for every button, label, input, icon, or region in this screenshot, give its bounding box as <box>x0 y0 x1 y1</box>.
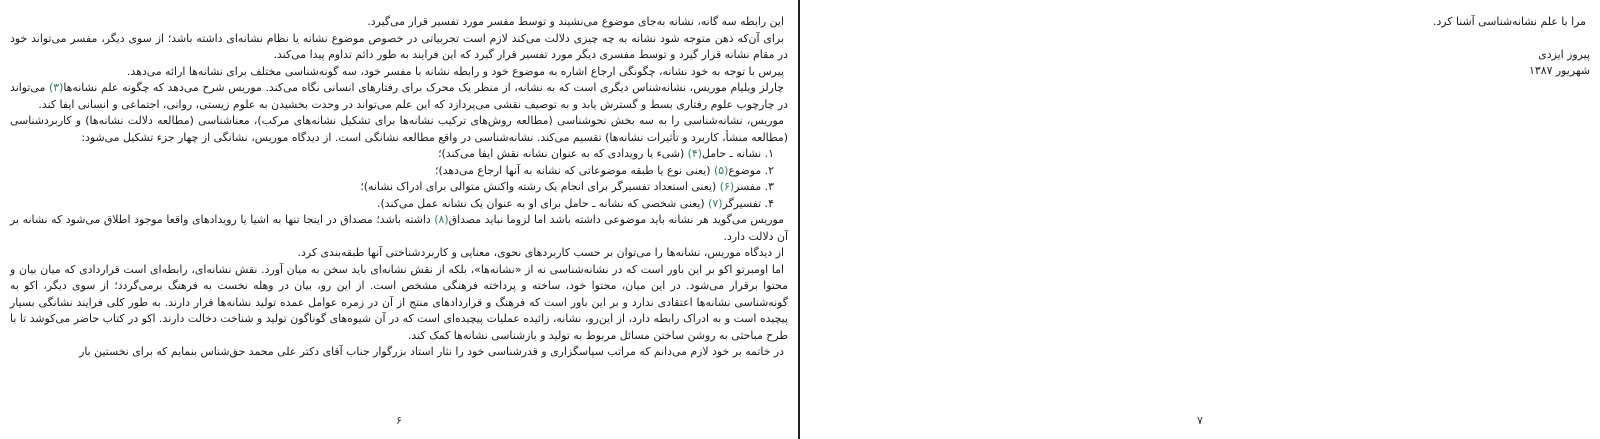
reference-paragraph: موریس می‌گوید هر نشانه باید موضوعی داشته باشد اما لزوما نباید مصداق(۸) داشته باشد؛ مصداق در اینجا تنها به اشیا یا رویدادهای واقعا موجود اطلاق می‌شود که نشانه بر آن دلالت دارد. <box>10 213 788 243</box>
page-6-body <box>10 14 788 361</box>
list-item: ۱. نشانه ـ حامل(۴) (شیء یا رویدادی که به عنوان نشانه نقش ایفا می‌کند)؛ <box>438 147 774 160</box>
signature-block <box>810 47 1590 79</box>
page-number: ۷ <box>1197 414 1203 427</box>
footnote-ref[interactable]: (۵) <box>714 163 729 177</box>
footnote-ref[interactable]: (۳) <box>48 81 64 94</box>
page-7-body <box>810 14 1590 31</box>
footnote-ref[interactable]: (۷) <box>708 196 723 210</box>
list-item: ۴. تفسیرگر(۷) (یعنی شخصی که نشانه ـ حامل برای او به عنوان یک نشانه عمل می‌کند). <box>377 196 774 210</box>
paragraph: موریس، نشانه‌شناسی را به سه بخش نحوشناسی (مطالعه روش‌های ترکیب نشانه‌ها برای تشکیل نشانه‌های مرکب)، معناشناسی (مطالعه دلالت نشانه‌ها) و کاربردشناسی (مطالعه منشأ، کاربرد و تأثیرات نشانه‌ها) تقسیم می‌کند. نشانه‌شناسی در واقع مطالعه نشانگی است. از دیدگاه موریس، نشانگی از چهار جزء تشکیل می‌شود: <box>10 114 788 144</box>
list-item: ۲. موضوع(۵) (یعنی نوع یا طبقه موضوعاتی که نشانه به آنها ارجاع می‌دهد)؛ <box>434 163 774 177</box>
paragraph: این رابطه سه گانه، نشانه به‌جای موضوع می‌نشیند و توسط مفسر مورد تفسیر قرار می‌گیرد. <box>367 15 784 28</box>
paragraph: پیرس با توجه به خود نشانه، چگونگی ارجاع اشاره به موضوع خود و رابطه نشانه با مفسر خود، سه گونه‌شناسی مختلف برای نشانه‌ها ارائه می‌دهد. <box>127 64 784 78</box>
paragraph: اما اومبرتو اکو بر این باور است که در نشانه‌شناسی نه از «نشانه‌ها»، بلکه از نقش نشانه‌ای باید سخن به میان آورد. نقش نشانه‌ای، رابطه‌ای است قراردادی که میان بیان و محتوا برقرار می‌شود. در این میان، محتوا خود، ساخته و پرداخته فرهنگی مشخص است. از این رو، بیان در وهله نخست به فرهنگ برمی‌گردد؛ از سوی دیگر، اکو به گونه‌شناسی نشانه‌ها اعتقادی ندارد و بر این باور است که فرهنگ و قراردادهای منتج از آن در زمره عوامل عمده تولید نشانه‌ها قرار دارند. به طور کلی فرایند نشانگی بسیار پیچیده است و به ادراک رابطه دارد، از این‌رو، نشانه، زائیده عملیات پیچیده‌ای است که در آن شیوه‌های گوناگون تولید و شناخت دخالت دارند. اکو در کتاب حاضر می‌کوشد تا با طرح مباحثی به روشن ساختن مسائل مربوط به تولید و بازشناسی نشانه‌ها کمک کند. <box>10 262 788 342</box>
footnote-ref[interactable]: (۸) <box>434 213 449 226</box>
morris-intro-paragraph: چارلز ویلیام موریس، نشانه‌شناس دیگری است که به نشانه، از منظر یک محرک برای رفتارهای انسانی نگاه می‌کند. موریس شرح می‌دهد که چگونه علم نشانه‌ها(۳) می‌تواند در چارچوب علوم رفتاری بسط و گسترش یابد و به توصیف نقشی می‌پردازد که این علم می‌تواند در وحدت بخشیدن به علوم زیستی، روانی، اجتماعی و انسانی ایفا کند. <box>10 81 788 111</box>
author-name: پیروز ایزدی <box>1538 47 1590 61</box>
footnote-ref[interactable]: (۶) <box>719 180 735 193</box>
paragraph: از دیدگاه موریس، نشانه‌ها را می‌توان بر حسب کاربردهای نحوی، معنایی و کاربردشناختی آنها طبقه‌بندی کرد. <box>297 246 784 259</box>
footnote-ref[interactable]: (۴) <box>687 147 703 160</box>
date: شهریور ۱۳۸۷ <box>1529 63 1590 77</box>
paragraph: برای آن‌که ذهن متوجه شود نشانه به چه چیزی دلالت می‌کند لازم است تجربیاتی در خصوص موضوع نشانه یا نظام نشانه‌ای داشته باشد؛ از سوی دیگر، مفسر می‌تواند خود در مقام نشانه قرار گیرد و توسط مفسری دیگر مورد تفسیر قرار گیرد که این فرایند به طور دائم تداوم پیدا می‌کند. <box>10 31 788 61</box>
page-6 <box>0 0 798 439</box>
paragraph: در خاتمه بر خود لازم می‌دانم که مراتب سپاسگزاری و قدرشناسی خود را نثار استاد بزرگوار جناب آقای دکتر علی محمد حق‌شناس بنمایم که برای نخستین بار <box>79 345 784 358</box>
paragraph: مرا با علم نشانه‌شناسی آشنا کرد. <box>1432 15 1586 28</box>
page-number: ۶ <box>396 414 402 427</box>
list-item: ۳. مفسر(۶) (یعنی استعداد تفسیرگر برای انجام یک رشته واکنش متوالی برای ادراک نشانه)؛ <box>360 180 774 193</box>
page-7 <box>800 0 1600 439</box>
